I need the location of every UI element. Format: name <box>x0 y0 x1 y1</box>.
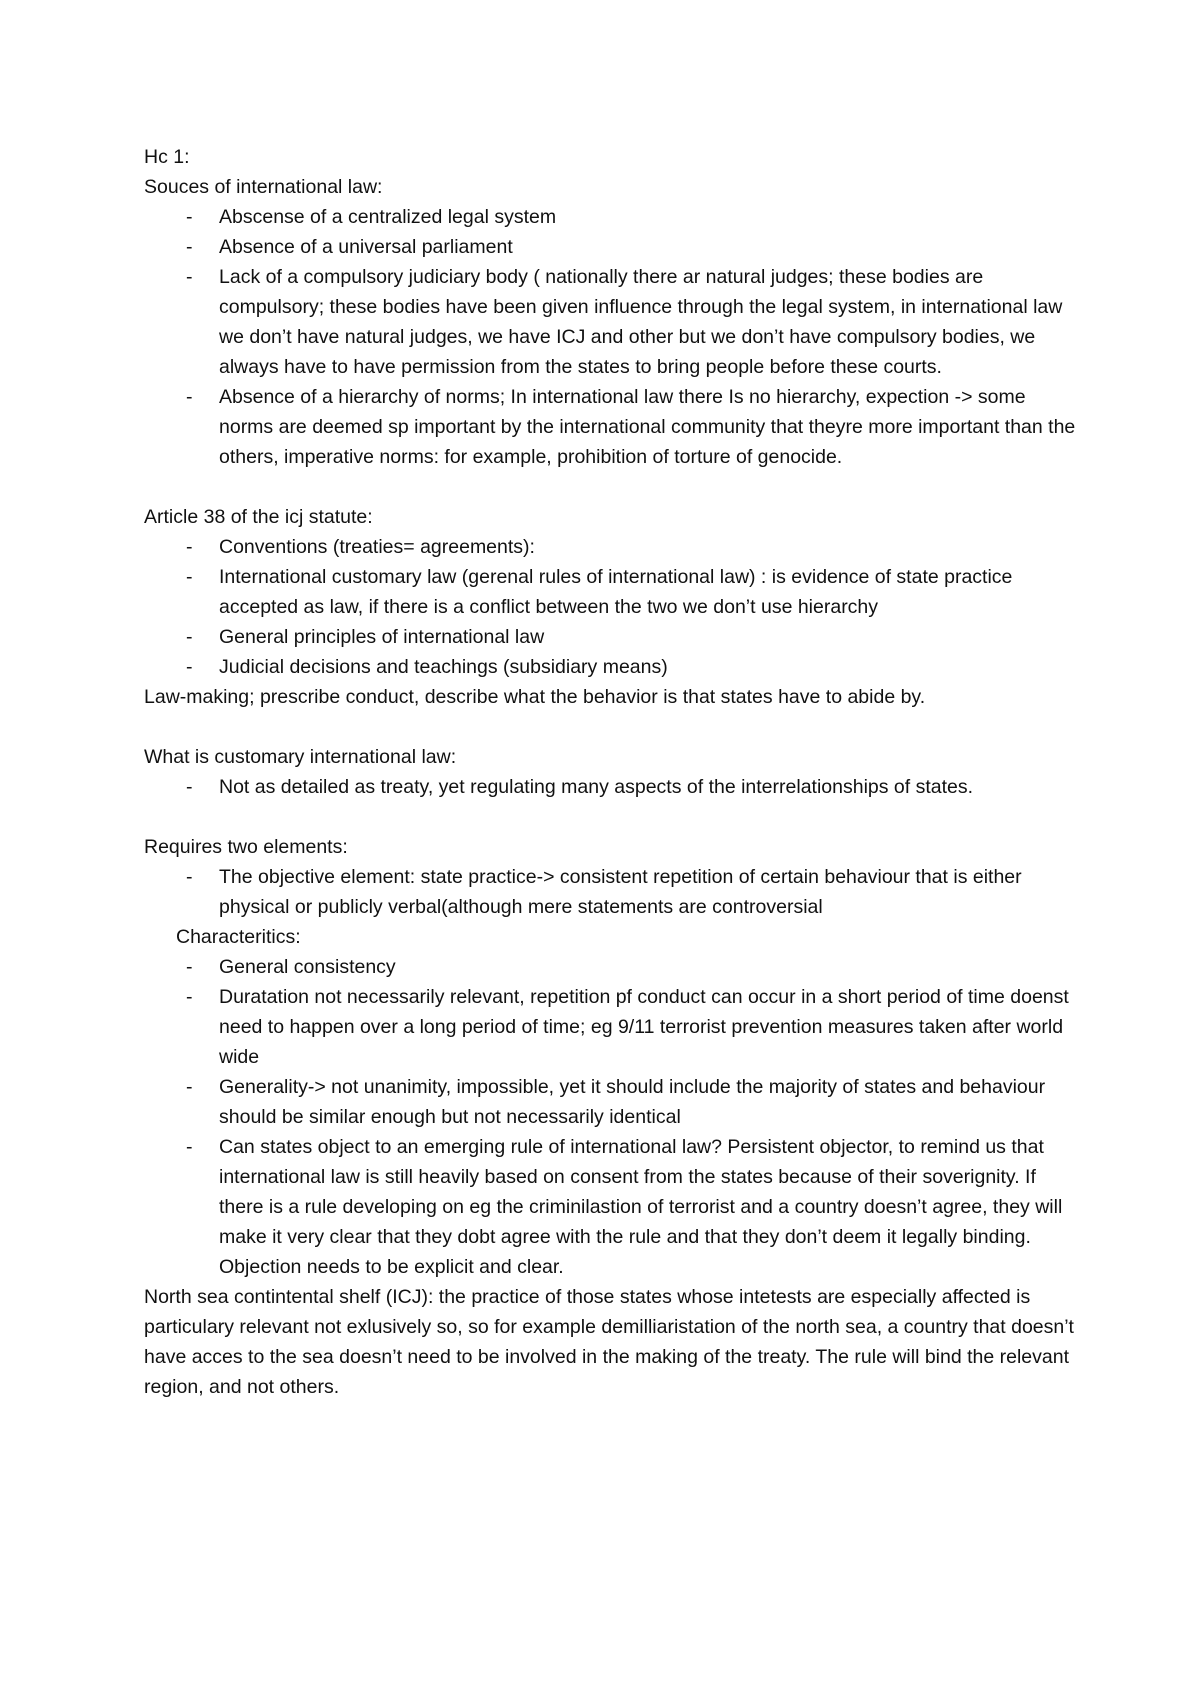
list-item: - Duratation not necessarily relevant, repetition pf conduct can occur in a short period of time doenst need to happen over a long period of time; eg 9/11 terrorist prevention measures taken after world wide <box>144 982 1084 1072</box>
dash-marker: - <box>186 626 193 648</box>
requires-title: Requires two elements: <box>144 836 348 858</box>
law-making-paragraph: Law-making; prescribe conduct, describe what the behavior is that states have to abide by. <box>144 686 926 708</box>
dash-marker: - <box>186 236 193 258</box>
dash-marker: - <box>186 656 193 678</box>
dash-marker: - <box>186 566 193 588</box>
dash-marker: - <box>186 206 193 228</box>
dash-marker: - <box>186 536 193 558</box>
dash-marker: - <box>186 266 193 288</box>
list-item: - International customary law (gerenal rules of international law) : is evidence of state practice accepted as law, if there is a conflict between the two we don’t use hierarchy <box>144 562 1084 622</box>
list-item: - Not as detailed as treaty, yet regulating many aspects of the interrelationships of states. <box>144 772 1084 802</box>
dash-marker: - <box>186 986 193 1008</box>
dash-marker: - <box>186 866 193 888</box>
sources-title: Souces of international law: <box>144 176 383 198</box>
list-item: - Generality-> not unanimity, impossible, yet it should include the majority of states and behaviour should be similar enough but not necessarily identical <box>144 1072 1084 1132</box>
list-item: - General consistency <box>144 952 1084 982</box>
sources-list <box>144 202 1084 472</box>
article-list <box>144 532 1084 682</box>
document-body <box>144 142 1084 1402</box>
requires-list <box>144 862 1084 922</box>
list-item: - Can states object to an emerging rule of international law? Persistent objector, to remind us that international law is still heavily based on consent from the states because of their soverignity. If there is a rule developing on eg the criminilastion of terrorist and a country doesn’t agree, they will make it very clear that they dobt agree with the rule and that they don’t deem it legally binding. Objection needs to be explicit and clear. <box>144 1132 1084 1282</box>
blank-line <box>144 802 1084 832</box>
list-item: - Absence of a universal parliament <box>144 232 1084 262</box>
list-item: - Judicial decisions and teachings (subsidiary means) <box>144 652 1084 682</box>
list-item: - The objective element: state practice-> consistent repetition of certain behaviour that is either physical or publicly verbal(although mere statements are controversial <box>144 862 1084 922</box>
dash-marker: - <box>186 956 193 978</box>
dash-marker: - <box>186 1076 193 1098</box>
dash-marker: - <box>186 1136 193 1158</box>
north-sea-paragraph: North sea contintental shelf (ICJ): the practice of those states whose intetests are especially affected is particulary relevant not exlusively so, so for example demilliaristation of the north sea, a country that doesn’t have acces to the sea doesn’t need to be involved in the making of the treaty. The rule will bind the relevant region, and not others. <box>144 1286 1074 1398</box>
customary-list <box>144 772 1084 802</box>
list-item: - Conventions (treaties= agreements): <box>144 532 1084 562</box>
customary-title: What is customary international law: <box>144 746 457 768</box>
characteristics-title: Characteritics: <box>176 926 301 948</box>
dash-marker: - <box>186 386 193 408</box>
blank-line <box>144 472 1084 502</box>
list-item: - General principles of international law <box>144 622 1084 652</box>
list-item: - Absence of a hierarchy of norms; In international law there Is no hierarchy, expection -> some norms are deemed sp important by the international community that theyre more important than the others, imperative norms: for example, prohibition of torture of genocide. <box>144 382 1084 472</box>
dash-marker: - <box>186 776 193 798</box>
characteristics-list <box>144 952 1084 1282</box>
article-title: Article 38 of the icj statute: <box>144 506 373 528</box>
list-item: - Lack of a compulsory judiciary body ( nationally there ar natural judges; these bodies are compulsory; these bodies have been given influence through the legal system, in international law we don’t have natural judges, we have ICJ and other but we don’t have compulsory bodies, we always have to have permission from the states to bring people before these courts. <box>144 262 1084 382</box>
page-heading: Hc 1: <box>144 146 190 168</box>
list-item: - Abscense of a centralized legal system <box>144 202 1084 232</box>
blank-line <box>144 712 1084 742</box>
